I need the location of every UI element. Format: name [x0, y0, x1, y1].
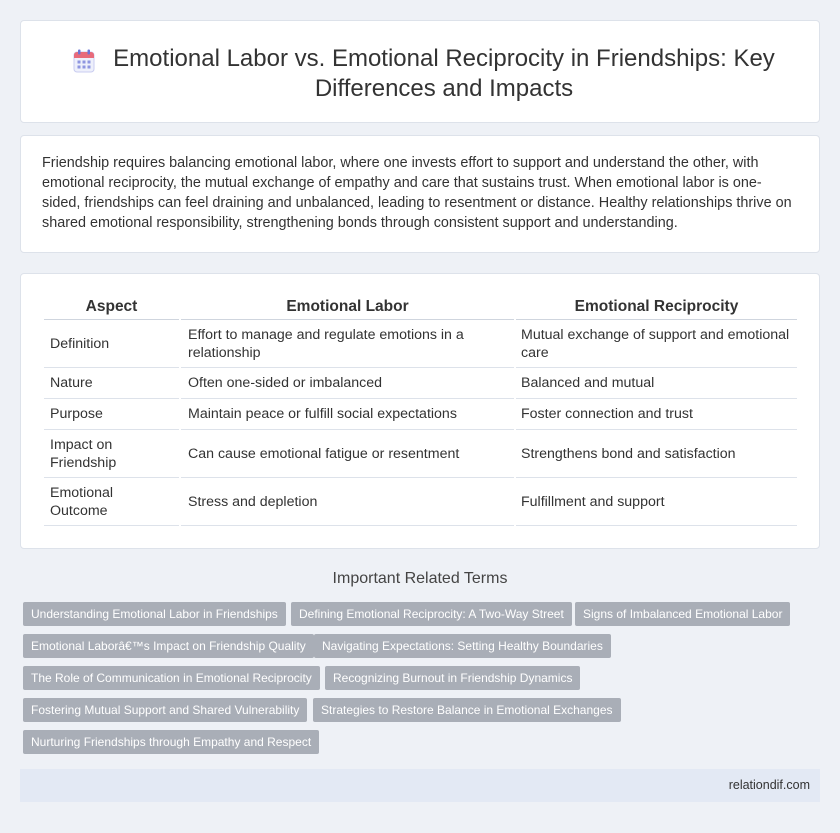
table-cell: Nature	[44, 368, 179, 399]
table-cell: Impact on Friendship	[44, 430, 179, 478]
table-cell: Often one-sided or imbalanced	[181, 368, 514, 399]
table-cell: Fulfillment and support	[516, 478, 797, 526]
page-title: Emotional Labor vs. Emotional Reciprocity in Friendships: Key Differences and Impacts	[113, 45, 775, 102]
column-header-emotional-reciprocity: Emotional Reciprocity	[516, 294, 797, 320]
table-cell: Purpose	[44, 399, 179, 430]
related-term-tag[interactable]: The Role of Communication in Emotional Reciprocity	[23, 666, 320, 690]
table-row	[44, 399, 797, 430]
calendar-icon	[73, 49, 95, 73]
related-terms-heading: Important Related Terms	[332, 570, 508, 587]
footer-site-name[interactable]: relationdif.com	[728, 778, 810, 792]
table-header-row	[44, 294, 797, 320]
table-row	[44, 478, 797, 526]
table-cell: Strengthens bond and satisfaction	[516, 430, 797, 478]
column-header-emotional-labor: Emotional Labor	[181, 294, 514, 320]
related-term-tag[interactable]: Nurturing Friendships through Empathy and Respect	[23, 730, 319, 754]
related-term-tag[interactable]: Recognizing Burnout in Friendship Dynamics	[325, 666, 580, 690]
related-term-tag[interactable]: Signs of Imbalanced Emotional Labor	[575, 602, 790, 626]
table-cell: Effort to manage and regulate emotions in a relationship	[181, 320, 514, 368]
header-card	[20, 20, 820, 123]
table-row	[44, 368, 797, 399]
table-row	[44, 320, 797, 368]
comparison-table	[42, 294, 799, 526]
table-cell: Maintain peace or fulfill social expectations	[181, 399, 514, 430]
column-header-aspect: Aspect	[44, 294, 179, 320]
related-term-tag[interactable]: Fostering Mutual Support and Shared Vulnerability	[23, 698, 307, 722]
intro-card	[20, 135, 820, 253]
related-term-tag[interactable]: Understanding Emotional Labor in Friendships	[23, 602, 286, 626]
table-cell: Emotional Outcome	[44, 478, 179, 526]
table-cell: Stress and depletion	[181, 478, 514, 526]
comparison-card	[20, 273, 820, 549]
table-cell: Mutual exchange of support and emotional care	[516, 320, 797, 368]
table-cell: Balanced and mutual	[516, 368, 797, 399]
footer	[20, 769, 820, 802]
related-term-tag[interactable]: Defining Emotional Reciprocity: A Two-Way Street	[291, 602, 572, 626]
intro-paragraph: Friendship requires balancing emotional labor, where one invests effort to support and understand the other, with emotional reciprocity, the mutual exchange of empathy and care that sustains trust. When emotional labor is one-sided, friendships can feel draining and unbalanced, leading to resentment or distance. Healthy relationships thrive on shared emotional responsibility, strengthening bonds through consistent support and understanding.	[42, 155, 792, 231]
related-term-tag[interactable]: Emotional Laborâ€™s Impact on Friendship Quality	[23, 634, 314, 658]
table-cell: Foster connection and trust	[516, 399, 797, 430]
related-term-tag[interactable]: Strategies to Restore Balance in Emotional Exchanges	[313, 698, 621, 722]
related-term-tag[interactable]: Navigating Expectations: Setting Healthy Boundaries	[314, 634, 611, 658]
table-cell: Definition	[44, 320, 179, 368]
table-row	[44, 430, 797, 478]
table-cell: Can cause emotional fatigue or resentment	[181, 430, 514, 478]
